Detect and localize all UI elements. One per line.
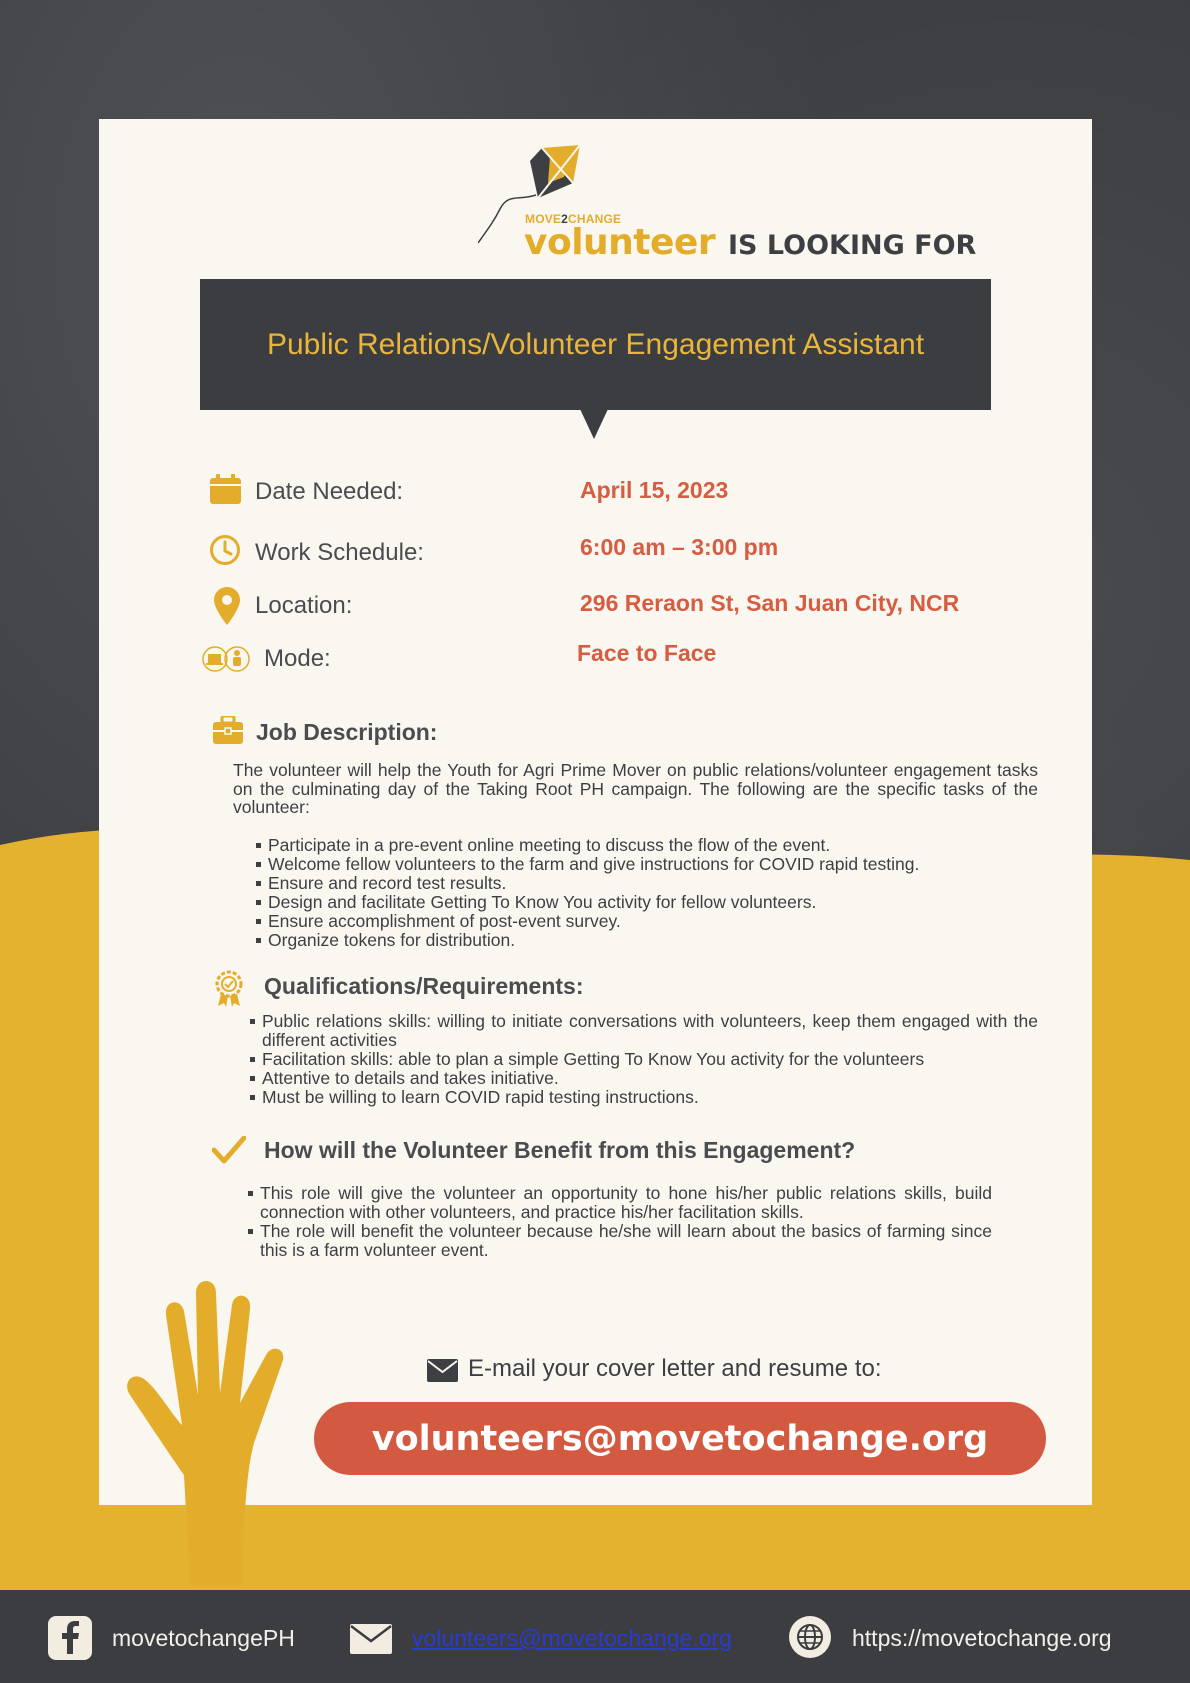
list-item: Welcome fellow volunteers to the farm and give instructions for COVID rapid testing. [256, 855, 1046, 874]
mode-label: Mode: [264, 645, 331, 672]
list-item: Participate in a pre-event online meeting to discuss the flow of the event. [256, 836, 1046, 855]
qualifications-heading: Qualifications/Requirements: [264, 973, 584, 999]
award-icon [214, 970, 244, 1008]
list-item: Attentive to details and takes initiative. [250, 1069, 1038, 1088]
brand-volunteer: volunteer [524, 222, 716, 263]
job-description-heading: Job Description: [256, 719, 438, 745]
date-label: Date Needed: [255, 478, 404, 505]
location-value: 296 Reraon St, San Juan City, NCR [580, 590, 960, 616]
briefcase-icon [213, 716, 243, 744]
date-value: April 15, 2023 [580, 477, 729, 503]
brand-suffix: CHANGE [568, 212, 622, 226]
brand-prefix: MOVE [525, 212, 562, 226]
list-item: Ensure accomplishment of post-event survey. [256, 912, 1046, 931]
tagline: IS LOOKING FOR [728, 230, 977, 261]
benefit-list [248, 1184, 992, 1260]
email-button[interactable]: volunteers@movetochange.org [314, 1402, 1046, 1475]
list-item: Design and facilitate Getting To Know You activity for fellow volunteers. [256, 893, 1046, 912]
list-item: Facilitation skills: able to plan a simple Getting To Know You activity for the volunteers [250, 1050, 1038, 1069]
mode-icon [202, 644, 250, 674]
footer-email-link[interactable] [412, 1625, 732, 1652]
location-label: Location: [255, 592, 353, 619]
list-item: The role will benefit the volunteer because he/she will learn about the basics of farming since this is a farm volunteer event. [248, 1222, 992, 1260]
job-title-banner [200, 279, 991, 410]
qualification-list [250, 1012, 1038, 1107]
facebook-icon[interactable] [48, 1616, 92, 1660]
location-pin-icon [214, 587, 240, 625]
list-item: Ensure and record test results. [256, 874, 1046, 893]
email-prompt: E-mail your cover letter and resume to: [468, 1355, 882, 1382]
list-item: Public relations skills: willing to initiate conversations with volunteers, keep them engaged with the different activities [250, 1012, 1038, 1050]
job-title: Public Relations/Volunteer Engagement Assistant [266, 327, 925, 361]
schedule-label: Work Schedule: [255, 539, 424, 566]
brand-number: 2 [561, 212, 569, 226]
envelope-icon [427, 1359, 458, 1382]
envelope-icon [350, 1624, 392, 1654]
footer-website[interactable]: https://movetochange.org [852, 1625, 1112, 1651]
raised-hand-icon [120, 1275, 300, 1585]
task-list [256, 836, 1046, 950]
schedule-value: 6:00 am – 3:00 pm [580, 534, 779, 560]
list-item: Organize tokens for distribution. [256, 931, 1046, 950]
banner-pointer [580, 409, 608, 439]
globe-icon [789, 1616, 831, 1658]
list-item: Must be willing to learn COVID rapid testing instructions. [250, 1088, 1038, 1107]
clock-icon [209, 534, 241, 566]
mode-value: Face to Face [577, 640, 717, 666]
benefits-heading: How will the Volunteer Benefit from this Engagement? [264, 1137, 856, 1163]
job-description-intro: The volunteer will help the Youth for Agri Prime Mover on public relations/volunteer engagement tasks on the culminating day of the Taking Root PH campaign. The following are the specific tasks of the volunteer: [233, 760, 1038, 817]
calendar-icon [209, 474, 242, 504]
footer-facebook[interactable]: movetochangePH [112, 1625, 295, 1651]
checkmark-icon [212, 1136, 246, 1164]
footer-email[interactable]: volunteers@movetochange.org [412, 1625, 732, 1651]
list-item: This role will give the volunteer an opportunity to hone his/her public relations skills, build connection with other volunteers, and practice his/her facilitation skills. [248, 1184, 992, 1222]
